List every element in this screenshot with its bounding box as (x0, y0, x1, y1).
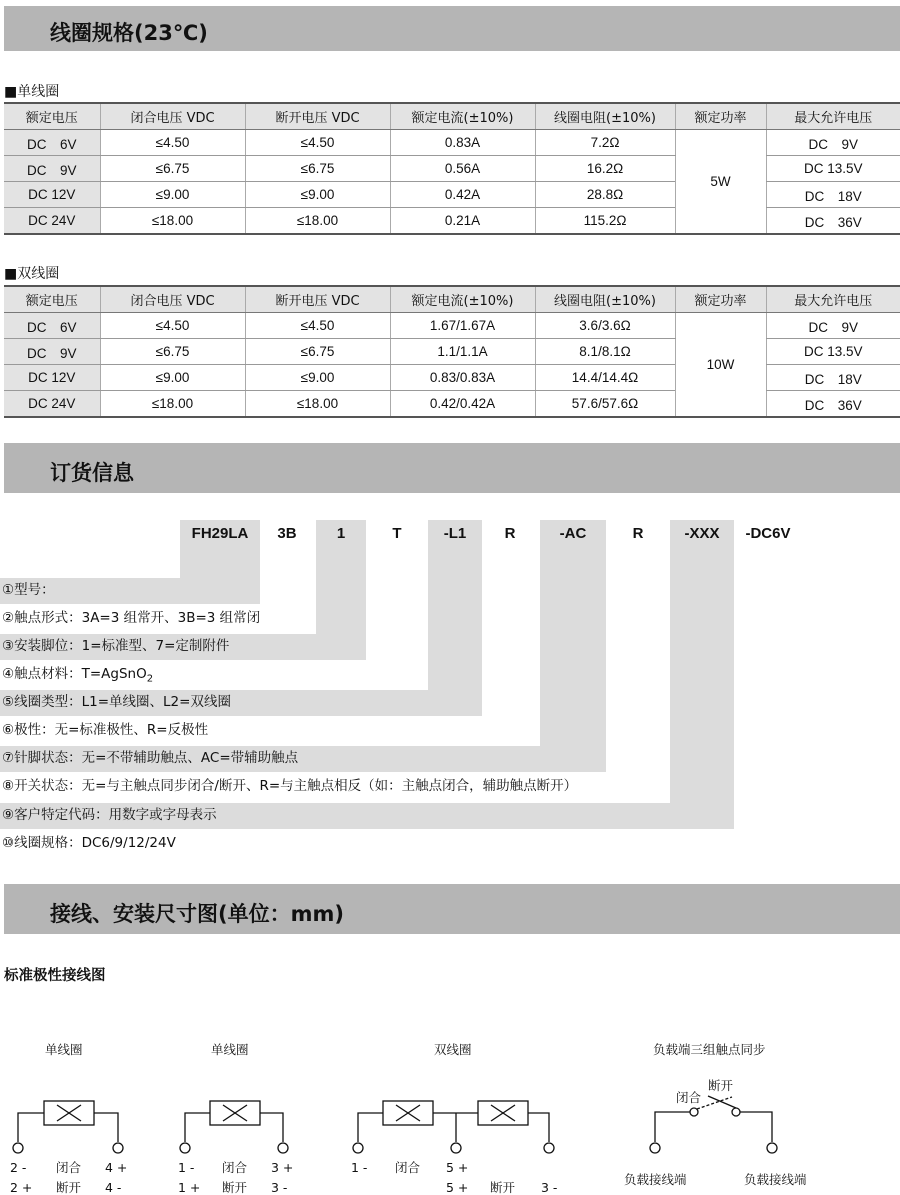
double-coil-table (4, 285, 900, 418)
terminal (544, 1143, 554, 1153)
section-title: 接线、安装尺寸图(单位：mm) (50, 902, 344, 926)
cell: ≤18.00 (100, 391, 245, 418)
cell: ≤9.00 (245, 365, 390, 391)
order-note: ⑥极性：无=标准极性、R=反极性 (2, 722, 209, 738)
col-header: 额定电压 (4, 286, 100, 313)
cell: 0.42A (390, 182, 535, 208)
cell: ≤9.00 (100, 365, 245, 391)
cell: ≤4.50 (245, 130, 390, 156)
cell: ≤18.00 (100, 208, 245, 235)
order-note: ⑩线圈规格：DC6/9/12/24V (2, 835, 176, 851)
table-row (4, 208, 900, 235)
cell: DC 24V (4, 208, 100, 235)
cell: ≤18.00 (245, 391, 390, 418)
diagram-label: 闭合 (395, 1160, 421, 1175)
diagram-label: 1 + (178, 1180, 201, 1195)
single-coil-table (4, 102, 900, 235)
diagram-label: 闭合 (676, 1090, 702, 1105)
diagram-label: 断开 (490, 1180, 516, 1195)
cell: ≤4.50 (100, 130, 245, 156)
diagram-label: 3 - (271, 1180, 288, 1195)
cell: DC 36V (766, 208, 900, 235)
cell: ≤6.75 (100, 339, 245, 365)
order-code-material: T (392, 525, 402, 542)
cell: ≤4.50 (100, 313, 245, 339)
cell: DC 36V (766, 391, 900, 418)
cell: DC 9V (4, 339, 100, 365)
diagram-label: 3 + (271, 1160, 294, 1175)
double-coil-title: ■双线圈 (4, 266, 60, 282)
diagram-label: 2 - (10, 1160, 27, 1175)
cell: DC 12V (4, 182, 100, 208)
table-row (4, 391, 900, 418)
diagram-label: 3 - (541, 1180, 558, 1195)
cell: 14.4/14.4Ω (535, 365, 675, 391)
cell: ≤18.00 (245, 208, 390, 235)
cell: 28.8Ω (535, 182, 675, 208)
order-note: ③安装脚位：1=标准型、7=定制附件 (2, 638, 230, 654)
diagram-label: 1 - (351, 1160, 368, 1175)
cell: 0.83/0.83A (390, 365, 535, 391)
cell: 1.1/1.1A (390, 339, 535, 365)
col-header: 断开电压 VDC (245, 103, 390, 130)
table-header-row (4, 103, 900, 130)
col-header: 额定电压 (4, 103, 100, 130)
cell: 115.2Ω (535, 208, 675, 235)
diagram-label: 负载接线端 (744, 1172, 807, 1187)
terminal (650, 1143, 660, 1153)
cell: DC 13.5V (766, 156, 900, 182)
cell: 0.21A (390, 208, 535, 235)
cell: 0.42/0.42A (390, 391, 535, 418)
wiring-title: 标准极性接线图 (4, 968, 106, 984)
order-bar-3 (428, 520, 482, 716)
rated-power-cell: 10W (675, 313, 766, 418)
cell: 57.6/57.6Ω (535, 391, 675, 418)
order-code-pin-state: -AC (559, 525, 587, 542)
cell: 7.2Ω (535, 130, 675, 156)
diagram-label: 5 + (446, 1160, 469, 1175)
order-code-customer: -XXX (684, 525, 720, 542)
cell: DC 18V (766, 182, 900, 208)
cell: ≤6.75 (245, 339, 390, 365)
col-header: 额定功率 (675, 286, 766, 313)
diagram-label: 5 + (446, 1180, 469, 1195)
terminal (278, 1143, 288, 1153)
cell: DC 18V (766, 365, 900, 391)
single-coil-diagram-2 (180, 1101, 288, 1153)
order-note: ⑦针脚状态：无=不带辅助触点、AC=带辅助触点 (2, 750, 299, 766)
diagram-label: 断开 (56, 1180, 82, 1195)
single-coil-diagram-1 (13, 1101, 123, 1153)
col-header: 额定电流(±10%) (390, 286, 535, 313)
section-header-coil-spec (4, 6, 900, 51)
col-header: 线圈电阻(±10%) (535, 103, 675, 130)
order-code-polarity: R (504, 525, 516, 542)
cell: 3.6/3.6Ω (535, 313, 675, 339)
order-code-model: FH29LA (191, 525, 249, 542)
cell: 16.2Ω (535, 156, 675, 182)
terminal (451, 1143, 461, 1153)
order-code-coil-type: -L1 (443, 525, 467, 542)
order-note (0, 661, 153, 688)
table-row (4, 130, 900, 156)
terminal (353, 1143, 363, 1153)
order-note-text: ④触点材料：T=AgSnO (2, 666, 147, 682)
cell: 0.83A (390, 130, 535, 156)
table-header-row (4, 286, 900, 313)
cell: 8.1/8.1Ω (535, 339, 675, 365)
cell: ≤9.00 (100, 182, 245, 208)
order-code-coil-spec: -DC6V (745, 525, 791, 542)
cell: 0.56A (390, 156, 535, 182)
col-header: 闭合电压 VDC (100, 286, 245, 313)
cell: DC 24V (4, 391, 100, 418)
cell: ≤6.75 (100, 156, 245, 182)
diagram-label: 4 - (105, 1180, 122, 1195)
section-header-wiring (4, 884, 900, 934)
table-row (4, 156, 900, 182)
diagram-title: 单线圈 (211, 1042, 249, 1057)
col-header: 闭合电压 VDC (100, 103, 245, 130)
terminal (180, 1143, 190, 1153)
section-header-ordering (4, 443, 900, 493)
order-note: ⑧开关状态：无=与主触点同步闭合/断开、R=与主触点相反（如：主触点闭合，辅助触点断开） (2, 778, 578, 794)
single-coil-title: ■单线圈 (4, 84, 60, 100)
order-code-contact-form: 3B (277, 525, 297, 542)
contact-point (690, 1108, 698, 1116)
diagram-label: 4 + (105, 1160, 128, 1175)
table-row (4, 313, 900, 339)
subscript: 2 (146, 673, 154, 685)
diagram-label: 断开 (222, 1180, 248, 1195)
diagram-label: 闭合 (56, 1160, 82, 1175)
cell: DC 6V (4, 130, 100, 156)
contact-arm (708, 1096, 736, 1108)
diagram-title: 负载端三组触点同步 (653, 1042, 766, 1057)
diagram-label: 1 - (178, 1160, 195, 1175)
wiring-diagrams (0, 1020, 900, 1195)
terminal (767, 1143, 777, 1153)
order-code-mounting: 1 (336, 525, 346, 542)
cell: DC 9V (766, 130, 900, 156)
rated-power-cell: 5W (675, 130, 766, 235)
diagram-label: 2 + (10, 1180, 33, 1195)
cell: DC 13.5V (766, 339, 900, 365)
order-note: ⑤线圈类型：L1=单线圈、L2=双线圈 (2, 694, 231, 710)
order-note: ⑨客户特定代码：用数字或字母表示 (2, 807, 217, 823)
terminal (13, 1143, 23, 1153)
diagram-title: 双线圈 (434, 1042, 472, 1057)
terminal (113, 1143, 123, 1153)
cell: DC 9V (766, 313, 900, 339)
cell: DC 9V (4, 156, 100, 182)
diagram-label: 闭合 (222, 1160, 248, 1175)
cell: ≤4.50 (245, 313, 390, 339)
table-row (4, 365, 900, 391)
double-coil-diagram (353, 1101, 554, 1153)
col-header: 额定功率 (675, 103, 766, 130)
cell: ≤6.75 (245, 156, 390, 182)
col-header: 线圈电阻(±10%) (535, 286, 675, 313)
table-row (4, 182, 900, 208)
cell: ≤9.00 (245, 182, 390, 208)
order-code-switch-state: R (632, 525, 644, 542)
contact-point (732, 1108, 740, 1116)
diagram-label: 断开 (708, 1078, 734, 1093)
order-note: ①型号： (2, 582, 55, 598)
order-note: ②触点形式：3A=3 组常开、3B=3 组常闭 (2, 610, 261, 626)
col-header: 最大允许电压 (766, 103, 900, 130)
cell: DC 6V (4, 313, 100, 339)
col-header: 额定电流(±10%) (390, 103, 535, 130)
cell: 1.67/1.67A (390, 313, 535, 339)
section-title: 订货信息 (50, 461, 134, 485)
col-header: 最大允许电压 (766, 286, 900, 313)
col-header: 断开电压 VDC (245, 286, 390, 313)
section-title: 线圈规格(23℃) (50, 21, 208, 45)
diagram-label: 负载接线端 (624, 1172, 687, 1187)
cell: DC 12V (4, 365, 100, 391)
sync-contact-diagram (650, 1096, 777, 1153)
table-row (4, 339, 900, 365)
diagram-title: 单线圈 (45, 1042, 83, 1057)
order-bar-5 (670, 520, 734, 829)
order-bar-4 (540, 520, 606, 772)
